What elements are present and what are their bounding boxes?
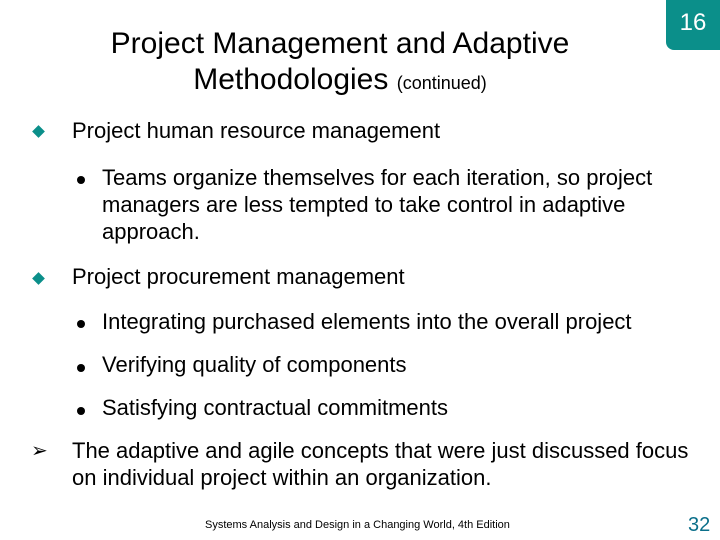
bullet-hr-management: Project human resource management — [72, 118, 441, 143]
dot-bullet-icon — [77, 407, 85, 415]
dot-bullet-icon — [77, 364, 85, 372]
dot-bullet-icon — [77, 320, 85, 328]
footer-text: Systems Analysis and Design in a Changing World, 4th Edition — [205, 519, 510, 531]
page-number: 32 — [688, 514, 711, 536]
chapter-number-badge: 16 — [666, 0, 720, 50]
slide-title-suffix: (continued) — [396, 73, 487, 93]
subbullet-satisfying: Satisfying contractual commitments — [102, 395, 449, 420]
slide-title — [60, 26, 620, 101]
subbullet-teams: Teams organize themselves for each iteration, so project managers are less tempted to take control in adaptive approach. — [102, 165, 653, 244]
subbullet-verifying: Verifying quality of components — [102, 352, 407, 377]
bullet-procurement: Project procurement management — [72, 264, 405, 289]
dot-bullet-icon — [77, 176, 85, 184]
diamond-bullet-icon — [32, 125, 45, 138]
diamond-bullet-icon — [32, 272, 45, 285]
arrow-bullet-icon: ➢ — [31, 440, 48, 462]
bullet-agile-concepts: The adaptive and agile concepts that were just discussed focus on individual project within an organization. — [72, 438, 689, 490]
subbullet-integrating: Integrating purchased elements into the overall project — [102, 309, 632, 334]
slide-title-main: Project Management and Adaptive Methodologies — [110, 27, 570, 96]
